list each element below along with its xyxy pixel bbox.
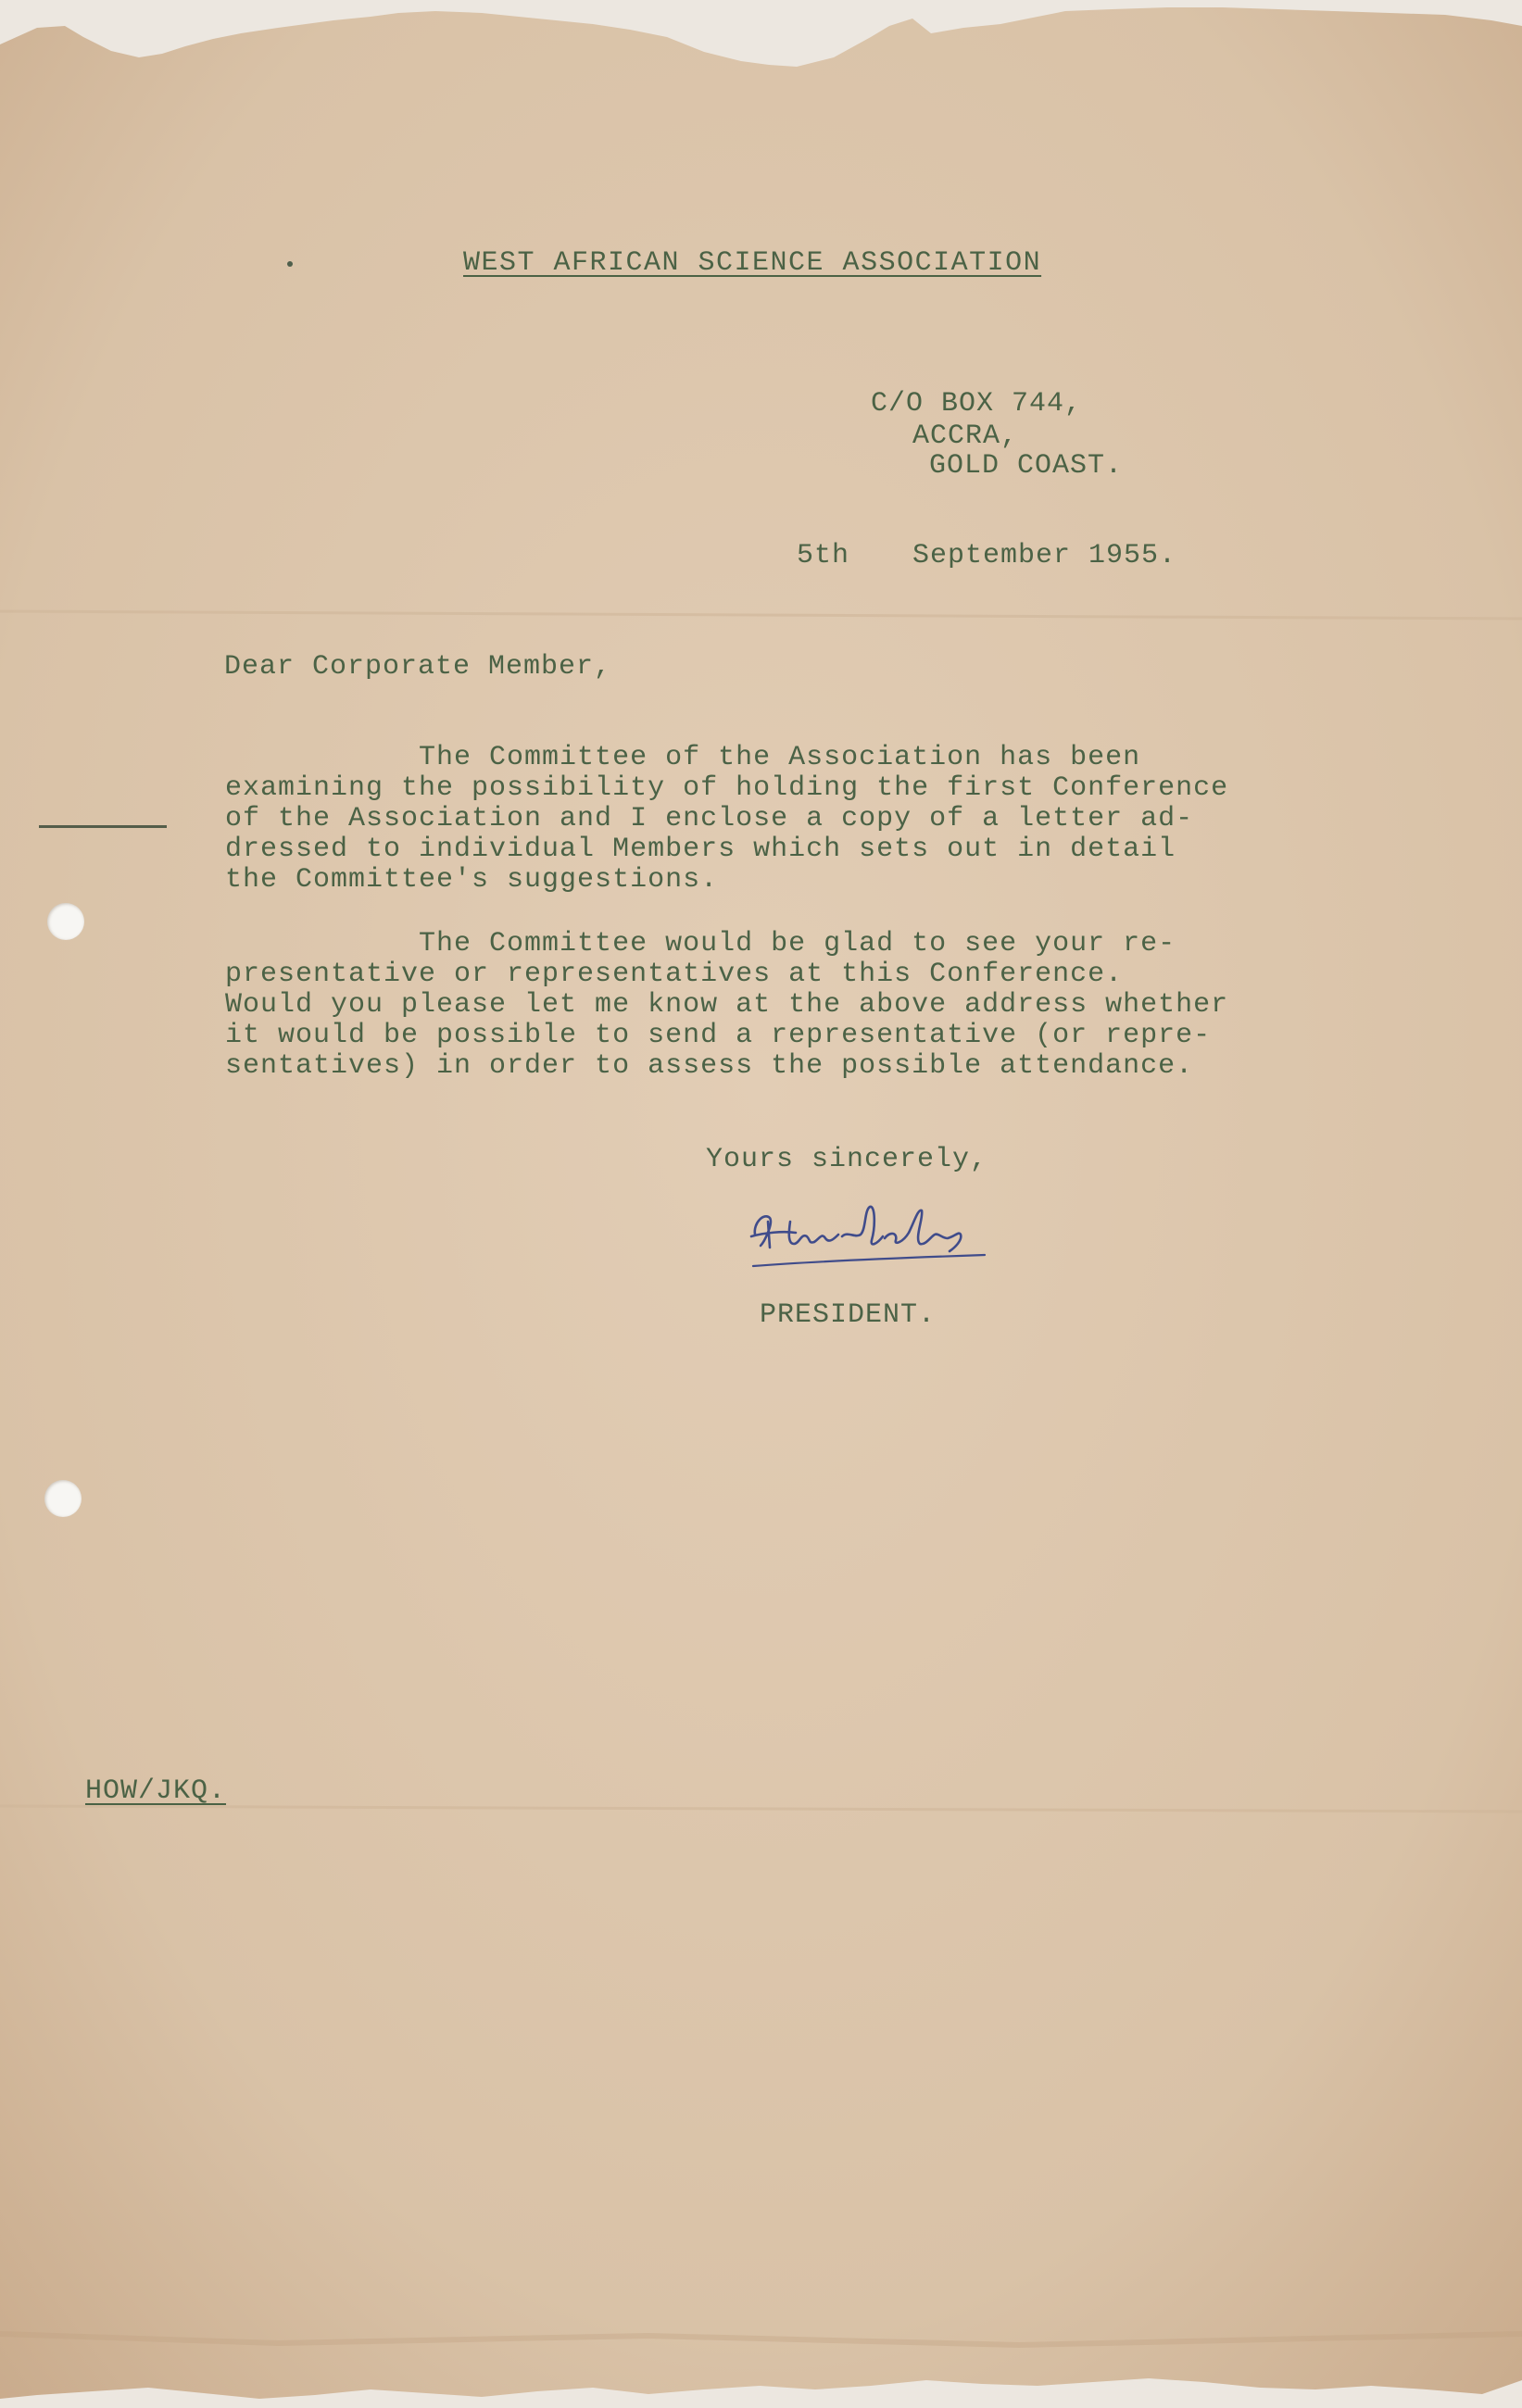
paragraph-line: presentative or representatives at this Conference.: [225, 959, 1124, 990]
address-line-country: GOLD COAST.: [929, 450, 1124, 482]
date-day: 5th: [797, 540, 850, 571]
paragraph-line: of the Association and I enclose a copy of a letter ad-: [225, 803, 1194, 834]
punch-hole-icon: [44, 1480, 82, 1517]
body-paragraph-1: [225, 743, 1228, 896]
signer-title: PRESIDENT.: [760, 1299, 937, 1331]
paragraph-line: dressed to individual Members which sets out in detail: [225, 834, 1176, 865]
paragraph-line: examining the possibility of holding the first Conference: [225, 772, 1229, 804]
closing: Yours sincerely,: [706, 1144, 988, 1175]
paragraph-line: it would be possible to send a representative (or repre-: [225, 1020, 1212, 1051]
paragraph-line: Would you please let me know at the above address whether: [225, 989, 1229, 1021]
paragraph-line: The Committee of the Association has been: [225, 742, 1141, 773]
date-month-year: September 1955.: [912, 540, 1177, 571]
typed-dot-mark: [287, 261, 293, 267]
handwritten-signature-icon: [746, 1190, 996, 1283]
address-line-city: ACCRA,: [912, 420, 1019, 452]
address-line-box: C/O BOX 744,: [871, 388, 1083, 420]
reference-initials: HOW/JKQ.: [85, 1775, 227, 1807]
paragraph-line: sentatives) in order to assess the possible attendance.: [225, 1050, 1194, 1082]
body-paragraph-2: [225, 929, 1228, 1082]
letterhead-title: WEST AFRICAN SCIENCE ASSOCIATION: [463, 247, 1042, 279]
punch-hole-icon: [47, 903, 84, 940]
margin-rule-mark: [39, 825, 167, 828]
paragraph-line: The Committee would be glad to see your re-: [225, 928, 1176, 959]
salutation: Dear Corporate Member,: [224, 651, 612, 683]
paragraph-line: the Committee's suggestions.: [225, 864, 719, 896]
